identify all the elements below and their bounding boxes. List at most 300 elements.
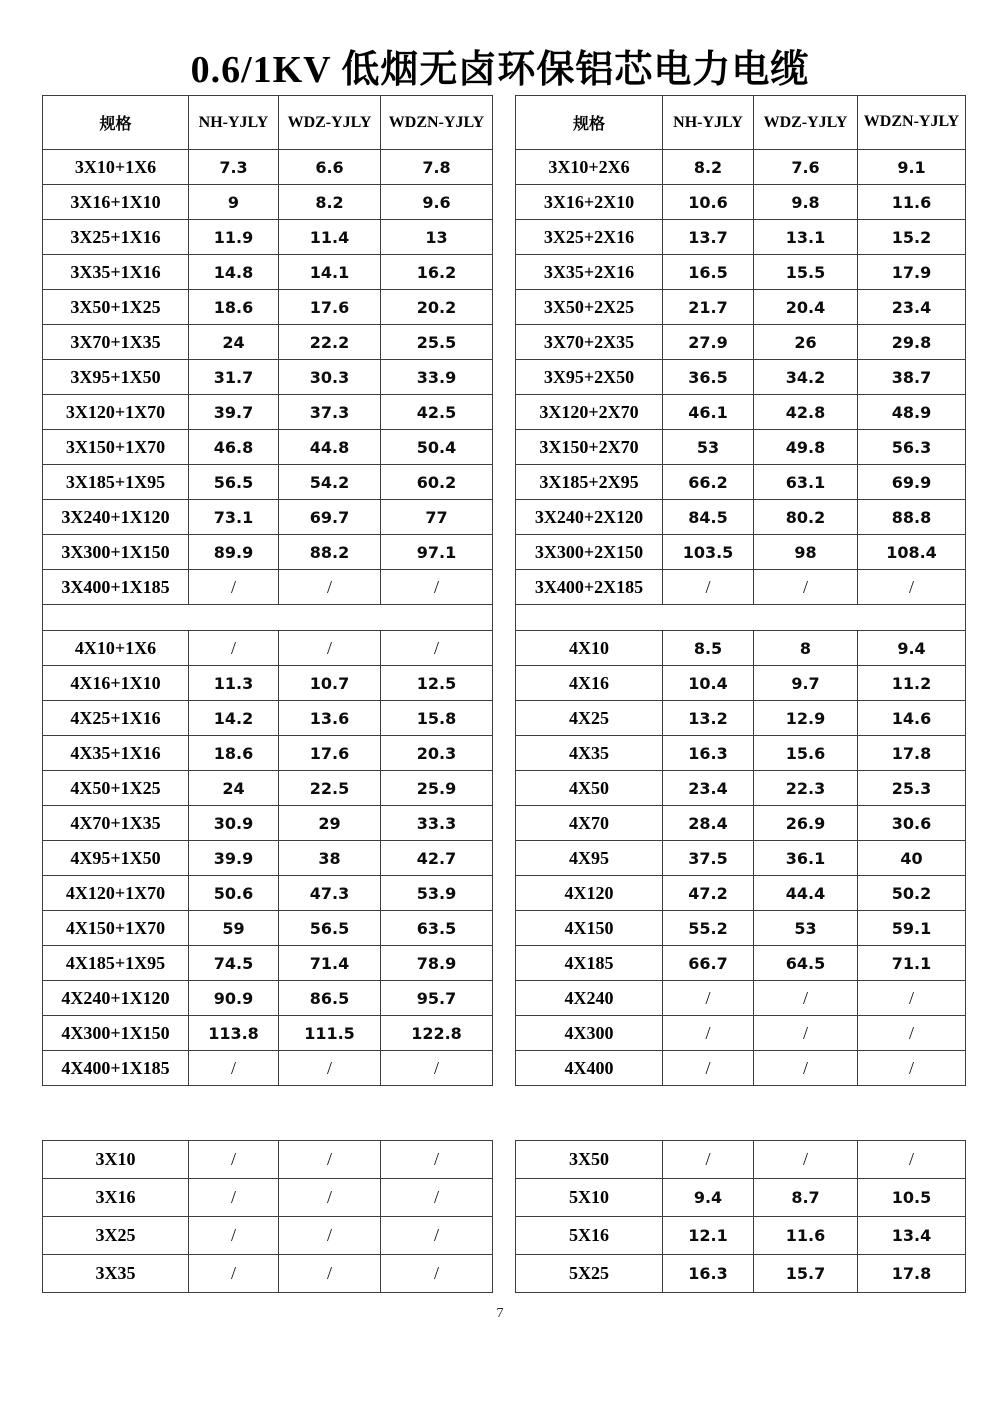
spec-cell: 3X35+2X16	[516, 255, 663, 290]
spec-cell: 4X16	[516, 666, 663, 701]
column-header: NH-YJLY	[189, 96, 279, 150]
value-cell: 9.6	[381, 185, 493, 220]
spec-cell: 4X185+1X95	[43, 946, 189, 981]
value-cell: 8.7	[754, 1179, 858, 1217]
value-cell: 36.1	[754, 841, 858, 876]
value-cell: 30.6	[858, 806, 966, 841]
value-cell: 15.2	[858, 220, 966, 255]
table-row	[516, 1217, 966, 1255]
spec-cell: 3X16+2X10	[516, 185, 663, 220]
header-row	[516, 96, 966, 150]
page-title: 0.6/1KV 低烟无卤环保铝芯电力电缆	[190, 49, 810, 91]
value-cell: 56.3	[858, 430, 966, 465]
value-cell: 49.8	[754, 430, 858, 465]
spec-cell: 5X16	[516, 1217, 663, 1255]
value-cell: 22.2	[279, 325, 381, 360]
value-cell: 48.9	[858, 395, 966, 430]
table-row	[43, 360, 493, 395]
value-cell: /	[279, 1217, 381, 1255]
spec-cell: 4X185	[516, 946, 663, 981]
value-cell: 7.3	[189, 150, 279, 185]
spec-cell: 4X70+1X35	[43, 806, 189, 841]
spec-cell: 3X70+1X35	[43, 325, 189, 360]
value-cell: 31.7	[189, 360, 279, 395]
value-cell: 50.6	[189, 876, 279, 911]
spec-cell: 5X25	[516, 1255, 663, 1293]
value-cell: 22.3	[754, 771, 858, 806]
value-cell: 13.2	[663, 701, 754, 736]
value-cell: 11.6	[754, 1217, 858, 1255]
column-header: WDZN-YJLY	[381, 96, 493, 150]
table-row	[516, 911, 966, 946]
value-cell: 16.2	[381, 255, 493, 290]
table-row	[516, 1179, 966, 1217]
value-cell: 8.5	[663, 631, 754, 666]
table-row	[43, 1016, 493, 1051]
value-cell: /	[754, 1016, 858, 1051]
value-cell: 15.8	[381, 701, 493, 736]
value-cell: /	[858, 1016, 966, 1051]
value-cell: 53	[663, 430, 754, 465]
header-row	[43, 96, 493, 150]
table-row	[43, 841, 493, 876]
value-cell: 42.8	[754, 395, 858, 430]
table-row	[43, 465, 493, 500]
spec-cell: 4X35	[516, 736, 663, 771]
value-cell: 29	[279, 806, 381, 841]
value-cell: 18.6	[189, 736, 279, 771]
value-cell: 21.7	[663, 290, 754, 325]
value-cell: 25.5	[381, 325, 493, 360]
value-cell: 28.4	[663, 806, 754, 841]
value-cell: /	[754, 1051, 858, 1086]
value-cell: 60.2	[381, 465, 493, 500]
value-cell: 9.4	[663, 1179, 754, 1217]
spec-cell: 3X50+2X25	[516, 290, 663, 325]
spec-cell: 5X10	[516, 1179, 663, 1217]
spec-cell: 3X16+1X10	[43, 185, 189, 220]
value-cell: 11.4	[279, 220, 381, 255]
value-cell: 42.5	[381, 395, 493, 430]
value-cell: /	[663, 1051, 754, 1086]
table-row	[43, 220, 493, 255]
value-cell: 64.5	[754, 946, 858, 981]
value-cell: /	[858, 1141, 966, 1179]
right-bottom-table	[515, 1140, 966, 1293]
value-cell: 98	[754, 535, 858, 570]
spec-cell: 3X300+1X150	[43, 535, 189, 570]
value-cell: 53.9	[381, 876, 493, 911]
table-row	[516, 430, 966, 465]
value-cell: 103.5	[663, 535, 754, 570]
value-cell: 14.2	[189, 701, 279, 736]
value-cell: 10.5	[858, 1179, 966, 1217]
column-header: 规格	[43, 96, 189, 150]
value-cell: 29.8	[858, 325, 966, 360]
value-cell: /	[381, 1217, 493, 1255]
value-cell: /	[754, 981, 858, 1016]
value-cell: 15.7	[754, 1255, 858, 1293]
table-row	[43, 876, 493, 911]
value-cell: 20.4	[754, 290, 858, 325]
value-cell: /	[858, 570, 966, 605]
spec-cell: 3X16	[43, 1179, 189, 1217]
value-cell: 18.6	[189, 290, 279, 325]
table-row	[43, 395, 493, 430]
value-cell: /	[189, 570, 279, 605]
value-cell: 7.8	[381, 150, 493, 185]
value-cell: 33.9	[381, 360, 493, 395]
value-cell: 23.4	[858, 290, 966, 325]
value-cell: 63.1	[754, 465, 858, 500]
value-cell: /	[279, 570, 381, 605]
value-cell: 26.9	[754, 806, 858, 841]
value-cell: 13.7	[663, 220, 754, 255]
value-cell: 50.4	[381, 430, 493, 465]
value-cell: 8.2	[663, 150, 754, 185]
spec-cell: 4X95	[516, 841, 663, 876]
value-cell: 16.3	[663, 736, 754, 771]
table-row	[43, 185, 493, 220]
table-row	[516, 631, 966, 666]
spec-cell: 3X35	[43, 1255, 189, 1293]
table-row	[516, 806, 966, 841]
value-cell: /	[663, 570, 754, 605]
value-cell: 30.9	[189, 806, 279, 841]
table-row	[43, 570, 493, 605]
value-cell: 20.3	[381, 736, 493, 771]
value-cell: 50.2	[858, 876, 966, 911]
spec-cell: 3X120+1X70	[43, 395, 189, 430]
right-main-table	[515, 95, 966, 1086]
spec-cell: 3X95+1X50	[43, 360, 189, 395]
value-cell: 17.8	[858, 736, 966, 771]
spec-cell: 3X300+2X150	[516, 535, 663, 570]
value-cell: 37.5	[663, 841, 754, 876]
value-cell: /	[381, 570, 493, 605]
value-cell: 23.4	[663, 771, 754, 806]
value-cell: 22.5	[279, 771, 381, 806]
value-cell: 69.9	[858, 465, 966, 500]
value-cell: 54.2	[279, 465, 381, 500]
value-cell: /	[189, 1051, 279, 1086]
value-cell: 66.7	[663, 946, 754, 981]
table-row	[516, 255, 966, 290]
value-cell: 13.4	[858, 1217, 966, 1255]
value-cell: 84.5	[663, 500, 754, 535]
value-cell: /	[754, 1141, 858, 1179]
table-row	[43, 946, 493, 981]
table-row	[516, 570, 966, 605]
table-row	[516, 465, 966, 500]
value-cell: 26	[754, 325, 858, 360]
value-cell: 38.7	[858, 360, 966, 395]
value-cell: 89.9	[189, 535, 279, 570]
value-cell: 24	[189, 325, 279, 360]
value-cell: 17.6	[279, 290, 381, 325]
value-cell: 97.1	[381, 535, 493, 570]
spec-cell: 4X35+1X16	[43, 736, 189, 771]
column-header: WDZ-YJLY	[279, 96, 381, 150]
table-row	[43, 500, 493, 535]
value-cell: 95.7	[381, 981, 493, 1016]
value-cell: 59	[189, 911, 279, 946]
spec-cell: 3X35+1X16	[43, 255, 189, 290]
column-header: 规格	[516, 96, 663, 150]
value-cell: 42.7	[381, 841, 493, 876]
value-cell: 25.9	[381, 771, 493, 806]
value-cell: 27.9	[663, 325, 754, 360]
value-cell: 69.7	[279, 500, 381, 535]
value-cell: /	[381, 1179, 493, 1217]
table-row	[516, 290, 966, 325]
left-bottom-table	[42, 1140, 493, 1293]
spec-cell: 3X25+2X16	[516, 220, 663, 255]
table-row	[43, 631, 493, 666]
value-cell: 13.1	[754, 220, 858, 255]
table-row	[516, 535, 966, 570]
table-row	[43, 701, 493, 736]
spec-cell: 4X10	[516, 631, 663, 666]
value-cell: /	[279, 1051, 381, 1086]
table-row	[516, 1255, 966, 1293]
column-header: WDZ-YJLY	[754, 96, 858, 150]
table-row	[43, 535, 493, 570]
value-cell: 24	[189, 771, 279, 806]
value-cell: 73.1	[189, 500, 279, 535]
table-row	[516, 666, 966, 701]
value-cell: 10.7	[279, 666, 381, 701]
value-cell: 86.5	[279, 981, 381, 1016]
spec-cell: 4X150+1X70	[43, 911, 189, 946]
table-row	[516, 876, 966, 911]
spec-cell: 4X50+1X25	[43, 771, 189, 806]
value-cell: 46.1	[663, 395, 754, 430]
table-row	[516, 360, 966, 395]
table-row	[516, 395, 966, 430]
spec-cell: 3X185+2X95	[516, 465, 663, 500]
table-row	[43, 1255, 493, 1293]
value-cell: 8	[754, 631, 858, 666]
table-row	[516, 771, 966, 806]
value-cell: 14.6	[858, 701, 966, 736]
table-row	[516, 500, 966, 535]
value-cell: 36.5	[663, 360, 754, 395]
spec-cell: 3X10+1X6	[43, 150, 189, 185]
table-row	[516, 325, 966, 360]
spec-cell: 4X240	[516, 981, 663, 1016]
spec-cell: 3X25	[43, 1217, 189, 1255]
value-cell: 10.4	[663, 666, 754, 701]
table-row	[516, 150, 966, 185]
value-cell: 13	[381, 220, 493, 255]
value-cell: 11.9	[189, 220, 279, 255]
table-row	[516, 1141, 966, 1179]
table-row	[516, 736, 966, 771]
value-cell: /	[381, 1255, 493, 1293]
value-cell: /	[189, 1141, 279, 1179]
spec-cell: 3X70+2X35	[516, 325, 663, 360]
value-cell: /	[663, 1016, 754, 1051]
value-cell: 111.5	[279, 1016, 381, 1051]
value-cell: 77	[381, 500, 493, 535]
value-cell: /	[279, 1255, 381, 1293]
spec-cell: 3X95+2X50	[516, 360, 663, 395]
spec-cell: 4X95+1X50	[43, 841, 189, 876]
value-cell: /	[381, 631, 493, 666]
spec-cell: 3X400+2X185	[516, 570, 663, 605]
value-cell: 7.6	[754, 150, 858, 185]
page-number: 7	[496, 1306, 504, 1321]
value-cell: 46.8	[189, 430, 279, 465]
value-cell: 88.8	[858, 500, 966, 535]
spec-cell: 3X50	[516, 1141, 663, 1179]
value-cell: 17.6	[279, 736, 381, 771]
spec-cell: 3X240+2X120	[516, 500, 663, 535]
value-cell: 71.1	[858, 946, 966, 981]
value-cell: 44.4	[754, 876, 858, 911]
spec-cell: 4X150	[516, 911, 663, 946]
spec-cell: 4X25+1X16	[43, 701, 189, 736]
value-cell: 15.6	[754, 736, 858, 771]
spec-cell: 4X120+1X70	[43, 876, 189, 911]
value-cell: /	[189, 1179, 279, 1217]
table-row	[43, 1051, 493, 1086]
table-row	[43, 430, 493, 465]
value-cell: 12.9	[754, 701, 858, 736]
value-cell: 15.5	[754, 255, 858, 290]
value-cell: 17.9	[858, 255, 966, 290]
spec-cell: 3X25+1X16	[43, 220, 189, 255]
value-cell: 56.5	[279, 911, 381, 946]
value-cell: 8.2	[279, 185, 381, 220]
value-cell: 13.6	[279, 701, 381, 736]
value-cell: 108.4	[858, 535, 966, 570]
value-cell: 33.3	[381, 806, 493, 841]
value-cell: 25.3	[858, 771, 966, 806]
section-spacer-row	[516, 605, 966, 631]
value-cell: 40	[858, 841, 966, 876]
value-cell: 11.3	[189, 666, 279, 701]
value-cell: 14.1	[279, 255, 381, 290]
value-cell: /	[189, 631, 279, 666]
value-cell: 71.4	[279, 946, 381, 981]
table-row	[43, 1141, 493, 1179]
value-cell: 20.2	[381, 290, 493, 325]
table-row	[516, 1051, 966, 1086]
value-cell: 74.5	[189, 946, 279, 981]
value-cell: /	[858, 1051, 966, 1086]
spec-cell: 4X400+1X185	[43, 1051, 189, 1086]
value-cell: 47.3	[279, 876, 381, 911]
value-cell: 59.1	[858, 911, 966, 946]
spec-cell: 4X25	[516, 701, 663, 736]
spec-cell: 3X120+2X70	[516, 395, 663, 430]
value-cell: 55.2	[663, 911, 754, 946]
spec-cell: 3X50+1X25	[43, 290, 189, 325]
value-cell: 30.3	[279, 360, 381, 395]
value-cell: 11.2	[858, 666, 966, 701]
value-cell: 78.9	[381, 946, 493, 981]
value-cell: /	[663, 1141, 754, 1179]
value-cell: 39.7	[189, 395, 279, 430]
value-cell: /	[279, 1141, 381, 1179]
left-main-table	[42, 95, 493, 1086]
table-row	[516, 185, 966, 220]
value-cell: 90.9	[189, 981, 279, 1016]
spec-cell: 4X50	[516, 771, 663, 806]
value-cell: 9.8	[754, 185, 858, 220]
value-cell: 11.6	[858, 185, 966, 220]
table-row	[43, 1179, 493, 1217]
value-cell: /	[189, 1217, 279, 1255]
value-cell: 122.8	[381, 1016, 493, 1051]
value-cell: 88.2	[279, 535, 381, 570]
value-cell: /	[663, 981, 754, 1016]
value-cell: 9.1	[858, 150, 966, 185]
table-row	[43, 666, 493, 701]
spec-cell: 3X185+1X95	[43, 465, 189, 500]
value-cell: 47.2	[663, 876, 754, 911]
table-row	[43, 150, 493, 185]
value-cell: /	[189, 1255, 279, 1293]
value-cell: 80.2	[754, 500, 858, 535]
value-cell: 9.4	[858, 631, 966, 666]
spec-cell: 3X10	[43, 1141, 189, 1179]
spec-cell: 3X240+1X120	[43, 500, 189, 535]
table-row	[516, 1016, 966, 1051]
value-cell: 14.8	[189, 255, 279, 290]
value-cell: 9.7	[754, 666, 858, 701]
value-cell: /	[279, 1179, 381, 1217]
section-spacer-row	[43, 605, 493, 631]
value-cell: 66.2	[663, 465, 754, 500]
table-row	[516, 841, 966, 876]
spec-cell: 4X400	[516, 1051, 663, 1086]
value-cell: 12.5	[381, 666, 493, 701]
table-row	[43, 911, 493, 946]
table-row	[43, 255, 493, 290]
value-cell: 9	[189, 185, 279, 220]
spec-cell: 4X120	[516, 876, 663, 911]
table-row	[516, 220, 966, 255]
table-row	[43, 806, 493, 841]
value-cell: 63.5	[381, 911, 493, 946]
table-row	[516, 981, 966, 1016]
value-cell: 10.6	[663, 185, 754, 220]
spec-cell: 4X300+1X150	[43, 1016, 189, 1051]
value-cell: /	[858, 981, 966, 1016]
spec-cell: 4X16+1X10	[43, 666, 189, 701]
value-cell: 39.9	[189, 841, 279, 876]
value-cell: /	[381, 1141, 493, 1179]
value-cell: 34.2	[754, 360, 858, 395]
spec-cell: 3X150+1X70	[43, 430, 189, 465]
value-cell: 38	[279, 841, 381, 876]
value-cell: 16.5	[663, 255, 754, 290]
value-cell: 53	[754, 911, 858, 946]
table-row	[43, 325, 493, 360]
table-row	[516, 701, 966, 736]
table-row	[43, 1217, 493, 1255]
table-row	[516, 946, 966, 981]
value-cell: 17.8	[858, 1255, 966, 1293]
column-header: NH-YJLY	[663, 96, 754, 150]
value-cell: /	[279, 631, 381, 666]
column-header: WDZN-YJLY	[858, 96, 966, 150]
value-cell: 113.8	[189, 1016, 279, 1051]
value-cell: 16.3	[663, 1255, 754, 1293]
